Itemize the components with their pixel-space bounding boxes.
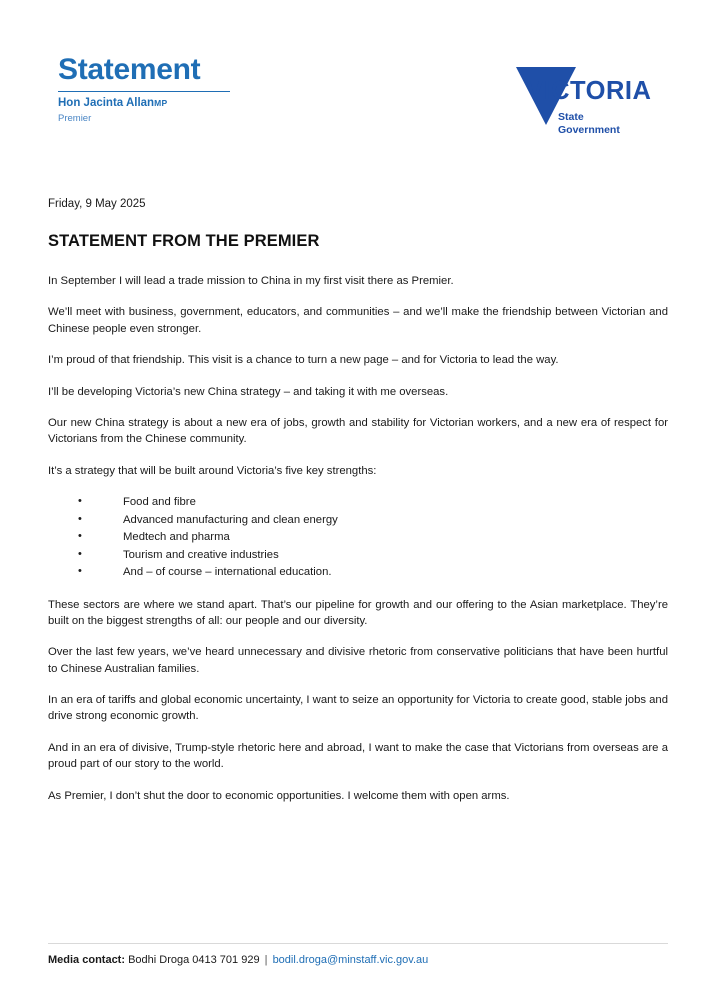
document-body xyxy=(48,198,668,819)
paragraph: It’s a strategy that will be built around Victoria’s five key strengths: xyxy=(48,464,377,477)
footer-separator: | xyxy=(264,954,268,966)
minister-name-text: Hon Jacinta Allan xyxy=(58,97,155,109)
paragraph: In an era of tariffs and global economic uncertainty, I want to seize an opportunity for Victoria to create good, stable jobs and drive strong economic growth. xyxy=(48,694,668,723)
list-item: • Food and fibre xyxy=(78,494,668,512)
paragraph: In September I will lead a trade mission to China in my first visit there as Premier. xyxy=(48,275,454,287)
svg-text:State: State xyxy=(558,111,584,123)
list-item: • Tourism and creative industries xyxy=(78,547,668,565)
statement-title: Statement xyxy=(58,53,201,86)
minister-suffix: MP xyxy=(154,98,168,108)
media-contact xyxy=(48,954,668,966)
minister-name xyxy=(58,97,230,111)
key-strengths-list xyxy=(48,494,668,582)
branding-divider xyxy=(58,91,230,92)
paragraph: And in an era of divisive, Trump-style rhetoric here and abroad, I want to make the case that Victorians from overseas are a proud part of our story to the world. xyxy=(48,741,668,771)
list-item: • And – of course – international education. xyxy=(78,564,668,582)
list-item: • Advanced manufacturing and clean energy xyxy=(78,512,668,530)
paragraph: I’ll be developing Victoria’s new China strategy – and taking it with me overseas. xyxy=(48,385,449,398)
svg-text:Government: Government xyxy=(558,124,620,136)
paragraph: Over the last few years, we’ve heard unnecessary and divisive rhetoric from conservative politicians that have been hurtful to Chinese Australian families. xyxy=(48,646,668,675)
minister-role: Premier xyxy=(58,112,92,124)
footer-divider xyxy=(48,943,668,944)
document-heading: STATEMENT FROM THE PREMIER xyxy=(48,232,320,250)
list-item: • Medtech and pharma xyxy=(78,529,668,547)
media-contact-name: Bodhi Droga 0413 701 929 xyxy=(128,954,260,966)
paragraph: I’m proud of that friendship. This visit is a chance to turn a new page – and for Victoria to lead the way. xyxy=(48,354,559,367)
paragraph: Our new China strategy is about a new era of jobs, growth and stability for Victorian workers, and a new era of respect for Victorians from the Chinese community. xyxy=(48,416,668,446)
statement-branding xyxy=(58,55,230,124)
media-contact-email[interactable]: bodil.droga@minstaff.vic.gov.au xyxy=(272,954,429,966)
document-date: Friday, 9 May 2025 xyxy=(48,198,146,210)
victoria-logo-icon xyxy=(508,63,668,163)
media-contact-label: Media contact: xyxy=(48,954,126,966)
paragraph: As Premier, I don’t shut the door to economic opportunities. I welcome them with open arms. xyxy=(48,789,510,802)
victoria-state-government-logo xyxy=(508,63,668,163)
document-header xyxy=(58,55,668,165)
svg-text:VICTORIA: VICTORIA xyxy=(526,77,652,105)
document-footer xyxy=(48,943,668,966)
paragraph: We’ll meet with business, government, educators, and communities – and we’ll make the friendship between Victorian and Chinese people even stronger. xyxy=(48,306,668,335)
paragraph: These sectors are where we stand apart. That’s our pipeline for growth and our offering to the Asian marketplace. They’re built on the biggest strengths of all: our people and our diversity. xyxy=(48,598,668,627)
